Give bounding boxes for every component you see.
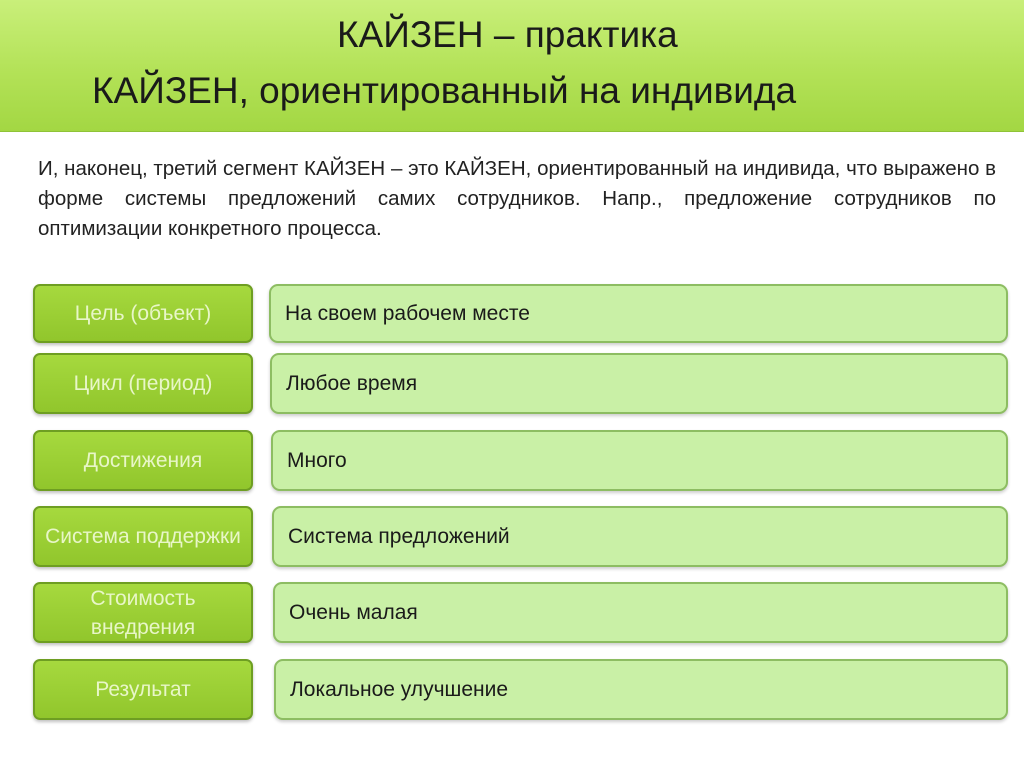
row-label-support-system: Система поддержки [33, 506, 253, 567]
intro-paragraph: И, наконец, третий сегмент КАЙЗЕН – это КАЙЗЕН, ориентированный на индивида, что выражено в форме системы предложений самих сотрудников. Напр., предложение сотрудников по оптимизации конкретного процесса. [38, 157, 996, 240]
row-label-achievements: Достижения [33, 430, 253, 491]
row-label-result: Результат [33, 659, 253, 720]
row-value-implementation-cost: Очень малая [273, 582, 1008, 643]
row-label-cycle: Цикл (период) [33, 353, 253, 414]
row-value-support-system: Система предложений [272, 506, 1008, 567]
row-value-achievements: Много [271, 430, 1008, 491]
row-value-goal: На своем рабочем месте [269, 284, 1008, 343]
row-label-goal: Цель (объект) [33, 284, 253, 343]
row-label-implementation-cost: Стоимость внедрения [33, 582, 253, 643]
title-banner [0, 0, 1024, 132]
row-value-cycle: Любое время [270, 353, 1008, 414]
row-value-result: Локальное улучшение [274, 659, 1008, 720]
slide-title-line-1: КАЙЗЕН – практика [337, 14, 678, 55]
slide-title-line-2: КАЙЗЕН, ориентированный на индивида [92, 70, 797, 111]
